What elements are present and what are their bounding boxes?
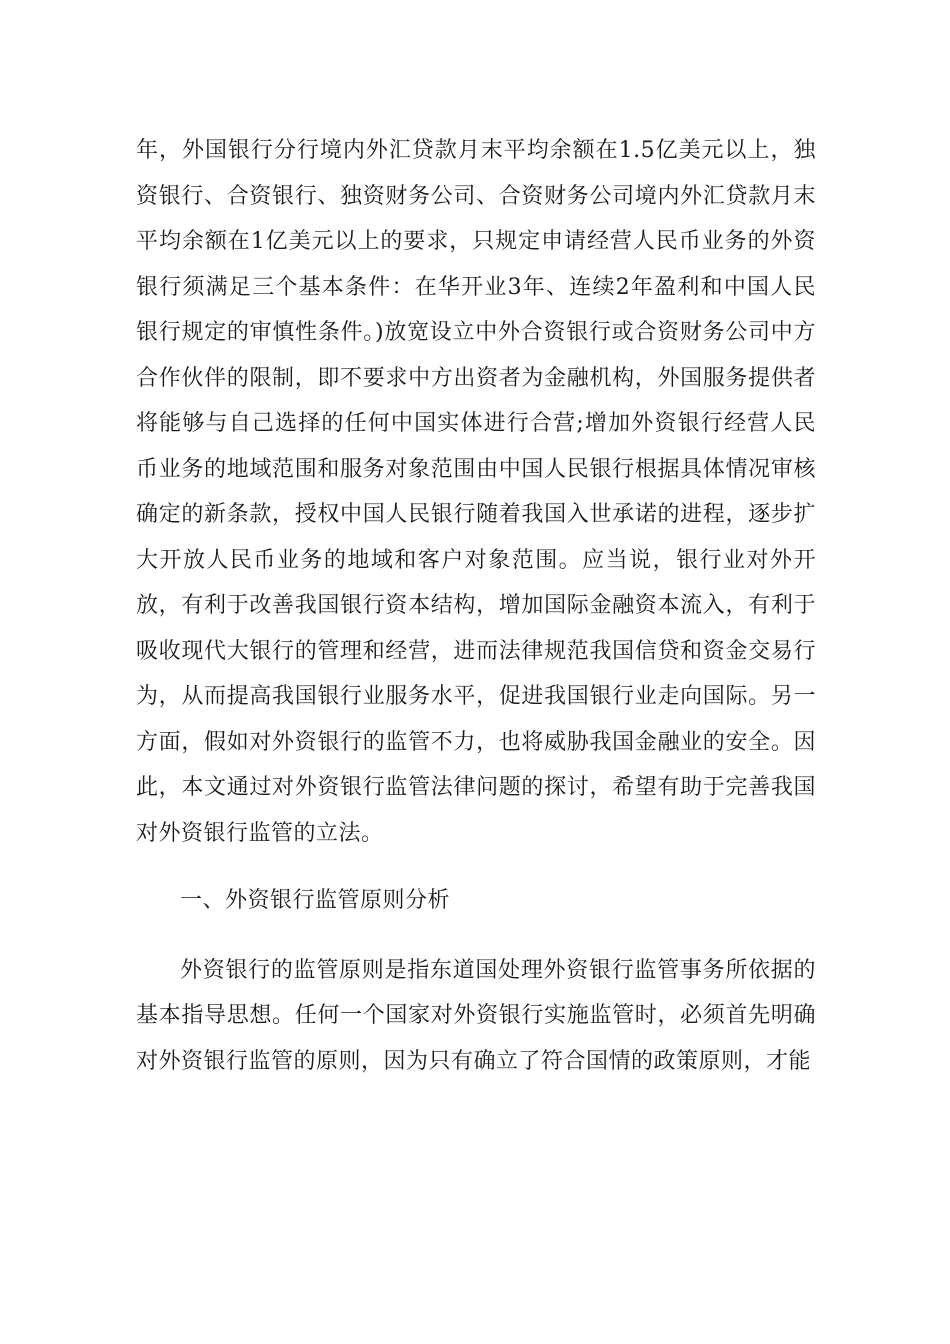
paragraph-spacer	[136, 924, 816, 948]
body-paragraph-1: 年，外国银行分行境内外汇贷款月末平均余额在1.5亿美元以上，独资银行、合资银行、独资财务公司、合资财务公司境内外汇贷款月末平均余额在1亿美元以上的要求，只规定申请经营人民币业务的外资银行须满足三个基本条件：在华开业3年、连续2年盈利和中国人民银行规定的审慎性条件。)放宽设立中外合资银行或合资财务公司中方合作伙伴的限制，即不要求中方出资者为金融机构，外国服务提供者将能够与自己选择的任何中国实体进行合营;增加外资银行经营人民币业务的地域范围和服务对象范围由中国人民银行根据具体情况审核确定的新条款，授权中国人民银行随着我国入世承诺的进程，逐步扩大开放人民币业务的地域和客户对象范围。应当说，银行业对外开放，有利于改善我国银行资本结构，增加国际金融资本流入，有利于吸收现代大银行的管理和经营，进而法律规范我国信贷和资金交易行为，从而提高我国银行业服务水平，促进我国银行业走向国际。另一方面，假如对外资银行的监管不力，也将威胁我国金融业的安全。因此，本文通过对外资银行监管法律问题的探讨，希望有助于完善我国对外资银行监管的立法。	[136, 138, 816, 846]
document-page	[136, 128, 816, 1084]
section-heading: 一、外资银行监管原则分析	[180, 888, 451, 913]
paragraph-spacer	[136, 856, 816, 878]
body-paragraph-2: 外资银行的监管原则是指东道国处理外资银行监管事务所依据的基本指导思想。任何一个国家对外资银行实施监管时，必须首先明确对外资银行监管的原则，因为只有确立了符合国情的政策原则，才能	[136, 957, 816, 1074]
